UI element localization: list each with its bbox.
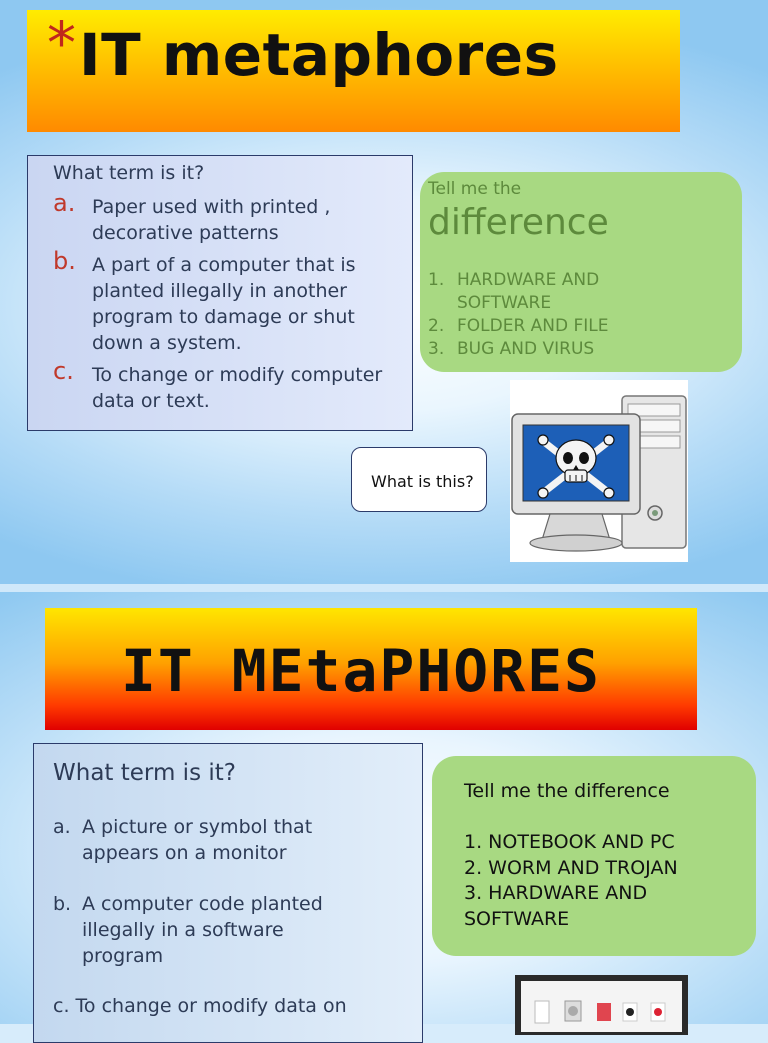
question-item-c <box>53 993 347 1019</box>
slide1-title: IT metaphores <box>79 21 559 89</box>
item-line: down a system. <box>92 332 242 354</box>
difference-heading: difference <box>428 202 609 243</box>
what-is-this-bubble <box>351 447 487 512</box>
slide1-title-banner <box>27 10 680 132</box>
slide2-question-box <box>33 743 423 1043</box>
item-line: decorative patterns <box>92 222 279 244</box>
difference-item-1: 1. NOTEBOOK AND PC <box>464 831 675 853</box>
slide2-title-banner <box>45 608 697 730</box>
item-line: data or text. <box>92 390 210 412</box>
item-line: appears on a monitor <box>82 842 287 864</box>
item-letter: c. <box>53 357 74 385</box>
difference-item-3-cont: SOFTWARE <box>464 908 570 930</box>
item-line: program to damage or shut <box>92 306 355 328</box>
difference-intro: Tell me the <box>428 179 522 199</box>
item-line: A computer code planted <box>82 893 323 915</box>
item-line: planted illegally in another <box>92 280 347 302</box>
difference-item-3: 3. BUG AND VIRUS <box>428 339 595 359</box>
item-line: A picture or symbol that <box>82 816 313 838</box>
item-line: illegally in a software <box>82 919 284 941</box>
item-letter: b. <box>53 893 72 915</box>
difference-item-2: 2. WORM AND TROJAN <box>464 857 678 879</box>
bubble-text: What is this? <box>371 472 474 491</box>
slide1-difference-box <box>420 172 742 372</box>
computer-skull-icon <box>510 380 688 562</box>
difference-item-1: 1. HARDWARE AND SOFTWARE <box>428 270 600 313</box>
question-heading: What term is it? <box>53 760 236 786</box>
difference-item-2: 2. FOLDER AND FILE <box>428 316 609 336</box>
item-line: A part of a computer that is <box>92 254 356 276</box>
slide2-difference-box <box>432 756 756 956</box>
computer-skull-image <box>510 380 688 562</box>
item-letter: a. <box>53 816 71 838</box>
item-line: Paper used with printed , <box>92 196 331 218</box>
difference-item-3: 3. HARDWARE AND <box>464 882 648 904</box>
slide1-question-box <box>27 155 413 431</box>
item-letter: b. <box>53 247 76 275</box>
difference-heading: Tell me the difference <box>464 780 670 802</box>
item-line: To change or modify data on <box>75 995 347 1017</box>
desktop-icons-image <box>515 975 688 1035</box>
slide2-title: IT MEtaPHORES <box>121 637 601 705</box>
item-letter: a. <box>53 189 76 217</box>
item-line: To change or modify computer <box>92 364 383 386</box>
title-asterisk: * <box>47 9 76 77</box>
desktop-icons-icon <box>521 981 682 1030</box>
question-heading: What term is it? <box>53 162 205 184</box>
slide-separator <box>0 584 768 592</box>
item-letter: c. <box>53 995 70 1017</box>
item-line: program <box>82 945 164 967</box>
